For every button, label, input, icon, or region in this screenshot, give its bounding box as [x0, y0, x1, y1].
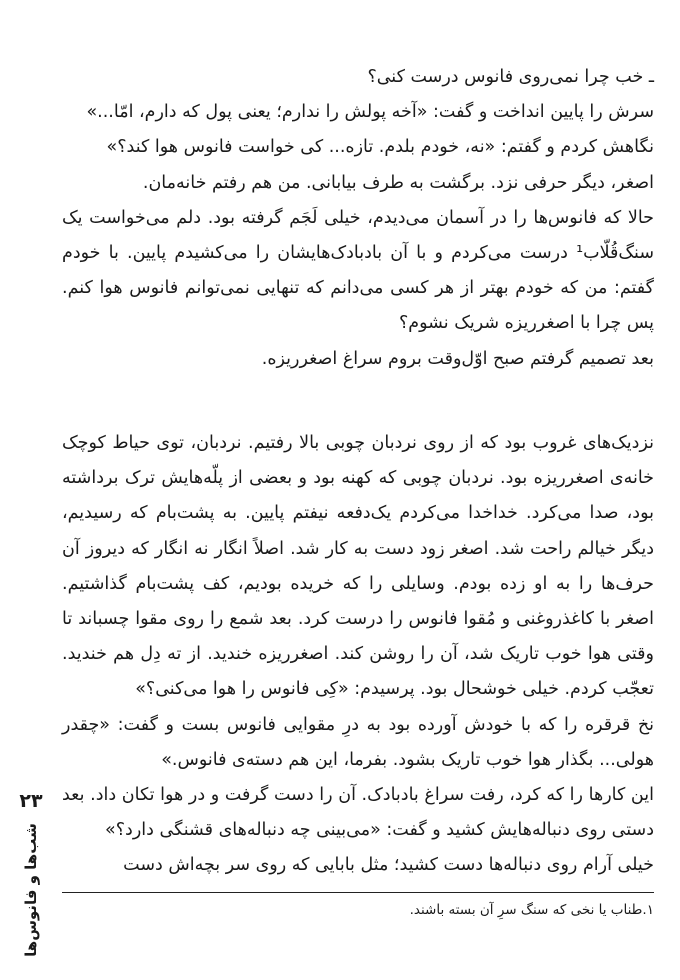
paragraph: نزدیک‌های غروب بود که از روی نردبان چوبی بالا رفتیم. نردبان، توی حیاط کوچک خانه‌ی اصغرریزه بود. نردبان چوبی که کهنه بود و بعضی از پلّه‌هایش ترک برداشته بود، صدا می‌کرد. خداخدا می‌کردم یک‌دفعه نیفتم پایین. به پشت‌بام که رسیدیم، دیگر خیالم راحت شد. اصغر زود دست به کار شد. اصلاً انگار نه انگار که دیروز آن حرف‌ها را به او زده بودم. وسایلی را که خریده بودیم، کف پشت‌بام گذاشتیم. اصغر با کاغذروغنی و مُقوا فانوس را درست کرد. بعد شمع را روی مقوا چسباند تا وقتی هوا خوب تاریک شد، آن را روشن کند. اصغرریزه خندید. از ته دِل هم خندید. تعجّب کردم. خیلی خوشحال بود. پرسیدم: «کِی فانوس را هوا می‌کنی؟»	[62, 433, 654, 700]
running-title: شب‌ها و فانوس‌ها	[22, 823, 40, 957]
paragraph: خیلی آرام روی دنباله‌ها دست کشید؛ مثل بابایی که روی سر بچه‌اش دست	[123, 855, 654, 876]
paragraph: اصغر، دیگر حرفی نزد. برگشت به طرف بیابانی. من هم رفتم خانه‌مان.	[142, 172, 654, 193]
text-section-1	[62, 60, 654, 377]
page-number: ۲۳	[19, 790, 43, 812]
paragraph: سرش را پایین انداخت و گفت: «آخه پولش را ندارم؛ یعنی پول که دارم، امّا...»	[86, 102, 654, 123]
paragraph: بعد تصمیم گرفتم صبح اوّل‌وقت بروم سراغ اصغرریزه.	[261, 348, 654, 369]
paragraph: این کارها را که کرد، رفت سراغ بادبادک. آن را دست گرفت و در هوا تکان داد. بعد دستی روی دنباله‌هایش کشید و گفت: «می‌بینی چه دنباله‌های قشنگی دارد؟»	[62, 785, 654, 841]
footnote: ۱.طناب یا نخی که سنگ سرِ آن بسته باشند.	[409, 902, 654, 918]
paragraph: ـ خب چرا نمی‌روی فانوس درست کنی؟	[367, 67, 654, 87]
text-section-2	[62, 426, 654, 884]
footnote-divider	[62, 892, 654, 893]
paragraph: نگاهش کردم و گفتم: «نه، خودم بلدم. تازه... کی خواست فانوس هوا کند؟»	[106, 137, 654, 158]
paragraph: نخ قرقره را که با خودش آورده بود به درِ مقوایی فانوس بست و گفت: «چقدر هولی... بگذار هوا خوب تاریک بشود. بفرما، این هم دسته‌ی فانوس.»	[62, 714, 654, 770]
paragraph: حالا که فانوس‌ها را در آسمان می‌دیدم، خیلی لَجَم گرفته بود. دلم می‌خواست یک سنگ‌قُلّاب¹ درست می‌کردم و با آن بادبادک‌هایشان را می‌کشیدم پایین. با خودم گفتم: من که خودم بهتر از هر کسی می‌دانم که تنهایی نمی‌توانم فانوس هوا کنم. پس چرا با اصغرریزه شریک نشوم؟	[62, 207, 654, 334]
